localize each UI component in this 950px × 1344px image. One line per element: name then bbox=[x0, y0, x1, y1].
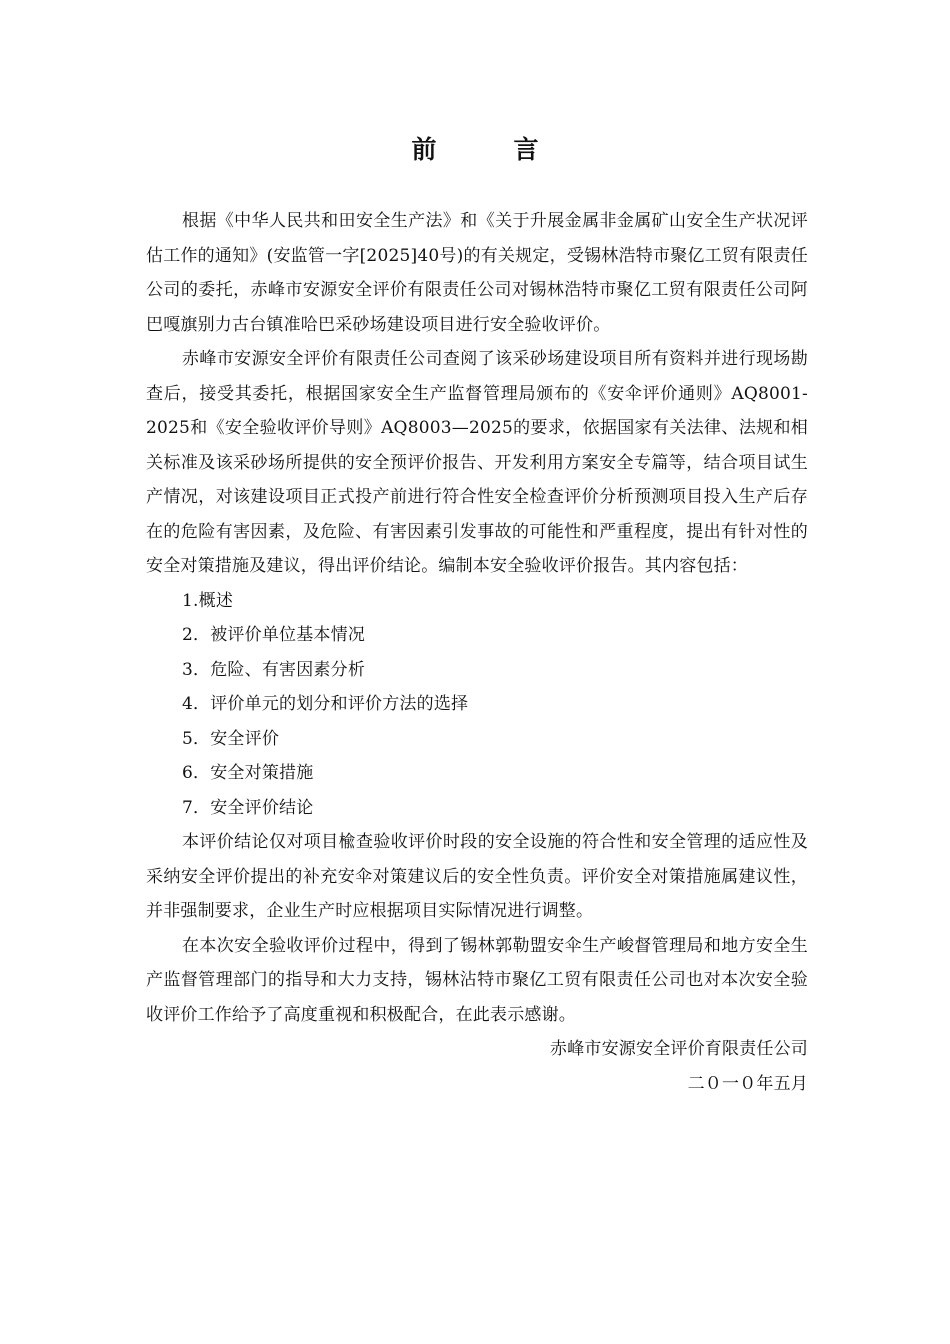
signature-date: 二０一０年五月 bbox=[687, 1073, 808, 1094]
contents-list bbox=[146, 584, 808, 826]
contents-list-item: 1.概述 bbox=[182, 590, 234, 611]
closing-paragraph-2: 在本次安全验收评价过程中，得到了锡林郭勒盟安伞生产峻督管理局和地方安全生产监督管理部门的指导和大力支持，锡林沾特市聚亿工贸有限责任公司也对本次安全验收评价工作给予了高度重视和积极配合，在此表示感谢。 bbox=[146, 935, 808, 1025]
contents-list-item: 5．安全评价 bbox=[182, 728, 280, 749]
contents-list-item: 3．危险、有害因素分析 bbox=[182, 659, 366, 680]
contents-list-item: 2．被评价单位基本情况 bbox=[182, 625, 366, 645]
contents-list-item: 4．评价单元的划分和评价方法的选择 bbox=[182, 694, 469, 714]
intro-paragraph-2: 赤峰市安源安全评价有限责任公司查阅了该采砂场建设项目所有资料并进行现场勘查后，接受其委托，根据国家安全生产监督管理局颁布的《安伞评价通则》AQ8001-2025和《安全验收评价导则》AQ8003—2025的要求，依据国家有关法律、法规和相关标准及该采砂场所提供的安全预评价报告、开发利用方案安全专篇等，结合项目试生产情况，对该建设项目正式投产前进行符合性安全检查评价分析预测项目投入生产后存在的危险有害因素，及危险、有害因素引发事故的可能性和严重程度，提出有针对性的安全对策措施及建议，得出评价结论。编制本安全验收评价报告。其内容包括： bbox=[146, 349, 808, 576]
page-title: 前 言 bbox=[411, 135, 565, 164]
signature-organization: 赤峰市安源安全评价育限责任公司 bbox=[550, 1039, 808, 1059]
contents-list-item: 7．安全评价结论 bbox=[182, 797, 314, 818]
intro-paragraph-1: 根据《中华人民共和田安全生产法》和《关于升展金属非金属矿山安全生产状况评估工作的通知》(安监管一字[2025]40号)的有关规定，受锡林浩特市聚亿工贸有限责任公司的委托，赤峰市安源安全评价有限责任公司对锡林浩特市聚亿工贸有限责任公司阿巴嘎旗别力古台镇准哈巴采砂场建设项目进行安全验收评价。 bbox=[146, 211, 808, 335]
document-body bbox=[146, 204, 808, 1101]
contents-list-item: 6．安全对策措施 bbox=[182, 763, 314, 783]
closing-paragraph-1: 本评价结论仅对项目楡查验收评价时段的安全设施的符合性和安全管理的适应性及采纳安全评价提出的补充安伞对策建议后的安全性负责。评价安全对策措施属建议性，并非强制要求，企业生产时应根据项目实际情况进行调整。 bbox=[146, 832, 808, 921]
